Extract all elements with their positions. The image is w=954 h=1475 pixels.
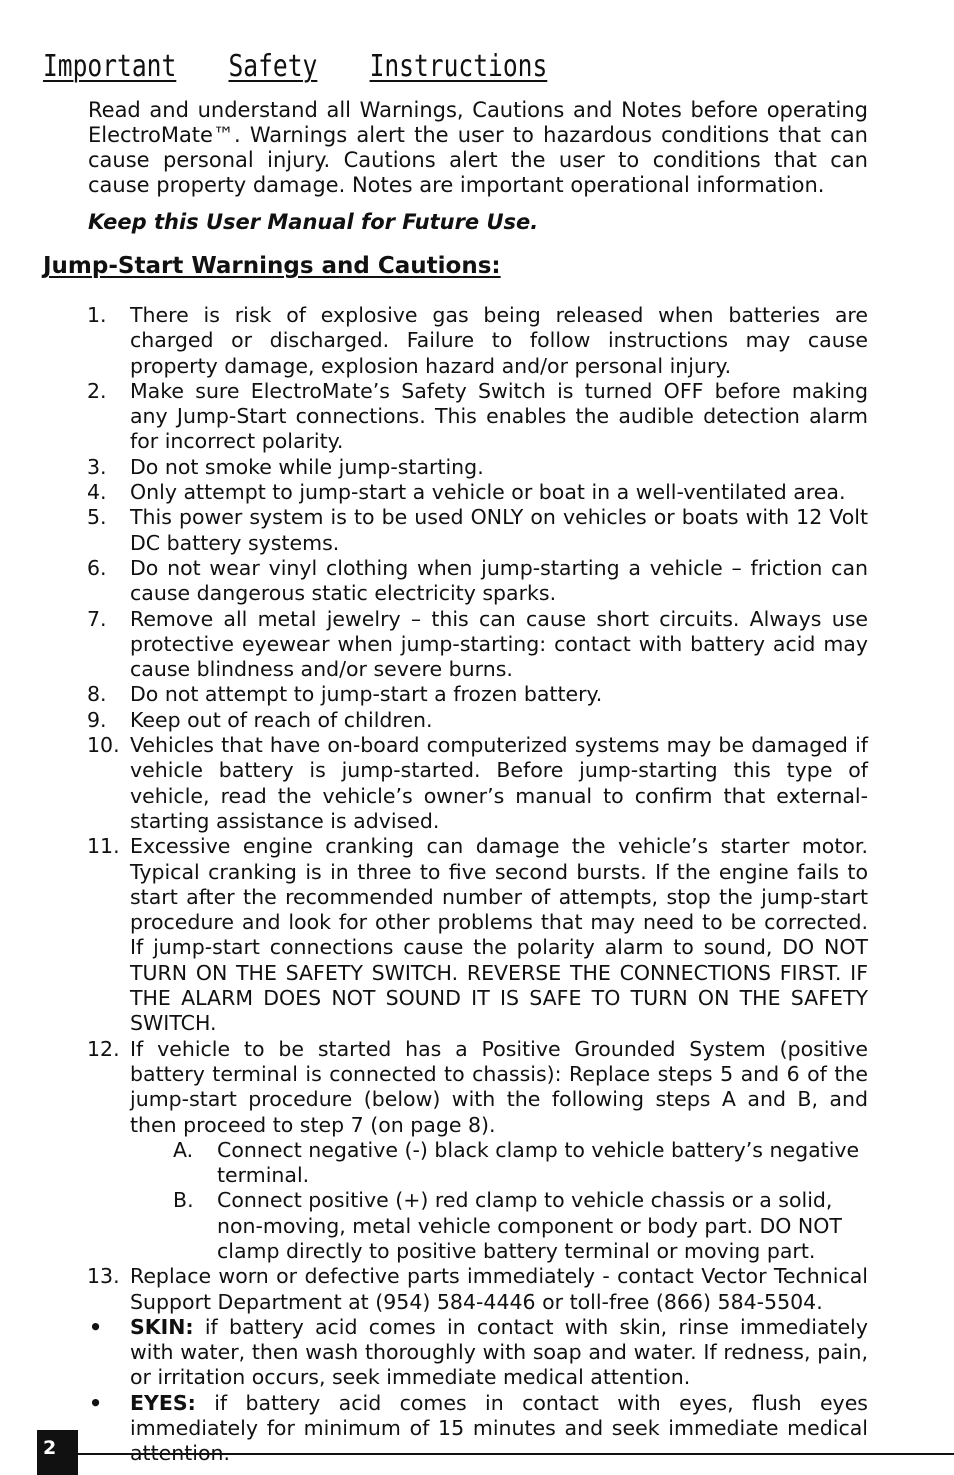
warning-item	[0, 834, 868, 1036]
warning-item	[0, 556, 868, 607]
warning-text: There is risk of explosive gas being released when batteries are charged or discharged. Failure to follow instructions may cause property damage, explosion hazard and/or personal injury.	[130, 303, 868, 378]
sub-step-item	[130, 1188, 868, 1264]
warning-number: 3.	[87, 454, 107, 479]
sub-step-text: Connect positive (+) red clamp to vehicle chassis or a solid, non-moving, metal vehicle component or body part. DO NOT clamp directly to positive battery terminal or moving part.	[217, 1188, 842, 1263]
page-number: 2	[37, 1430, 78, 1475]
sub-step-letter: A.	[173, 1137, 194, 1162]
warning-text: This power system is to be used ONLY on vehicles or boats with 12 Volt DC battery systems.	[130, 505, 868, 555]
warning-number: 1.	[87, 303, 107, 327]
warning-text: Remove all metal jewelry – this can cause short circuits. Always use protective eyewear when jump-starting: contact with battery acid may cause blindness and/or severe burns.	[130, 606, 868, 682]
warning-text: Do not smoke while jump-starting.	[130, 454, 484, 479]
warning-number: 2.	[87, 378, 107, 403]
warning-number: 8.	[87, 682, 107, 707]
warning-number: 5.	[87, 505, 107, 530]
sub-step-letter: B.	[173, 1188, 194, 1213]
bullet-text-eyes: if battery acid comes in contact with eyes, flush eyes immediately for minimum of 15 minutes and seek immediate medical attention.	[130, 1390, 868, 1466]
intro-paragraph: Read and understand all Warnings, Cautions and Notes before operating ElectroMate™. Warnings alert the user to hazardous conditions that can cause personal injury. Cautions alert the user to conditions that can cause property damage. Notes are important operational information.	[88, 98, 868, 197]
warning-item	[0, 682, 868, 707]
warning-number: 10.	[87, 733, 120, 758]
warning-text: Excessive engine cranking can damage the vehicle’s starter motor. Typical cranking is in three to five second bursts. If the engine fails to start after the recommended number of attempts, stop the jump-start procedure and look for other problems that may need to be corrected. If jump-start connections cause the polarity alarm to sound, DO NOT TURN ON THE SAFETY SWITCH. REVERSE THE CONNECTIONS FIRST. IF THE ALARM DOES NOT SOUND IT IS SAFE TO TURN ON THE SAFETY SWITCH.	[130, 834, 868, 1036]
warnings-list	[0, 303, 954, 1467]
warning-item	[0, 607, 868, 683]
warning-item	[0, 733, 868, 834]
warning-number: 13.	[87, 1264, 120, 1289]
warning-text: Do not wear vinyl clothing when jump-starting a vehicle – friction can cause dangerous static electricity sparks.	[130, 555, 868, 606]
warning-text: Replace worn or defective parts immediately - contact Vector Technical Support Department at (954) 584-4446 or toll-free (866) 584-5504.	[130, 1264, 868, 1314]
warning-item	[0, 303, 868, 379]
warning-text: Keep out of reach of children.	[130, 707, 433, 732]
warning-number: 4.	[87, 480, 107, 505]
warning-item	[0, 1037, 868, 1265]
page-title-word-2: Safety	[228, 49, 318, 84]
warning-text: Vehicles that have on-board computerized systems may be damaged if vehicle battery is jump-started. Before jump-starting this type of vehicle, read the vehicle’s owner’s manual to confirm that external-starting assistance is advised.	[130, 733, 868, 833]
sub-step-text: Connect negative (-) black clamp to vehicle battery’s negative terminal.	[217, 1137, 860, 1188]
warning-item	[0, 708, 868, 733]
warning-number: 9.	[87, 707, 107, 732]
footer-rule	[78, 1453, 954, 1455]
warning-item	[0, 455, 868, 480]
page-title-word-1: Important	[43, 49, 177, 84]
warning-text: Make sure ElectroMate’s Safety Switch is turned OFF before making any Jump-Start connections. This enables the audible detection alarm for incorrect polarity.	[130, 378, 868, 454]
sub-step-item	[130, 1138, 868, 1189]
warning-item	[0, 505, 868, 556]
warning-number: 12.	[87, 1036, 120, 1061]
warning-item	[0, 379, 868, 455]
section-heading: Jump-Start Warnings and Cautions:	[43, 253, 501, 279]
warning-number: 6.	[87, 555, 107, 580]
positive-ground-sublist	[130, 1138, 868, 1264]
bullet-label-eyes: EYES:	[130, 1390, 196, 1415]
bullet-label-skin: SKIN:	[130, 1314, 194, 1339]
bullet-dot: •	[89, 1314, 103, 1339]
skin-bullet-item	[0, 1315, 868, 1391]
warning-text: Do not attempt to jump-start a frozen battery.	[130, 682, 603, 707]
bullet-text-skin: if battery acid comes in contact with skin, rinse immediately with water, then wash thoroughly with soap and water. If redness, pain, or irritation occurs, seek immediate medical attention.	[130, 1314, 868, 1390]
page-title-word-3: Instructions	[369, 49, 548, 84]
page-title	[43, 48, 547, 86]
warning-text: If vehicle to be started has a Positive Grounded System (positive battery terminal is connected to chassis): Replace steps 5 and 6 of the jump-start procedure (below) with the following steps A and B, and then proceed to step 7 (on page 8).	[130, 1036, 868, 1137]
bullet-dot: •	[89, 1390, 103, 1415]
warning-item	[0, 480, 868, 505]
eyes-bullet-item	[0, 1391, 868, 1467]
warning-item	[0, 1264, 868, 1315]
warning-number: 11.	[87, 834, 120, 859]
warning-number: 7.	[87, 606, 107, 631]
warning-text: Only attempt to jump-start a vehicle or boat in a well-ventilated area.	[130, 480, 846, 505]
keep-manual-note: Keep this User Manual for Future Use.	[88, 210, 539, 234]
